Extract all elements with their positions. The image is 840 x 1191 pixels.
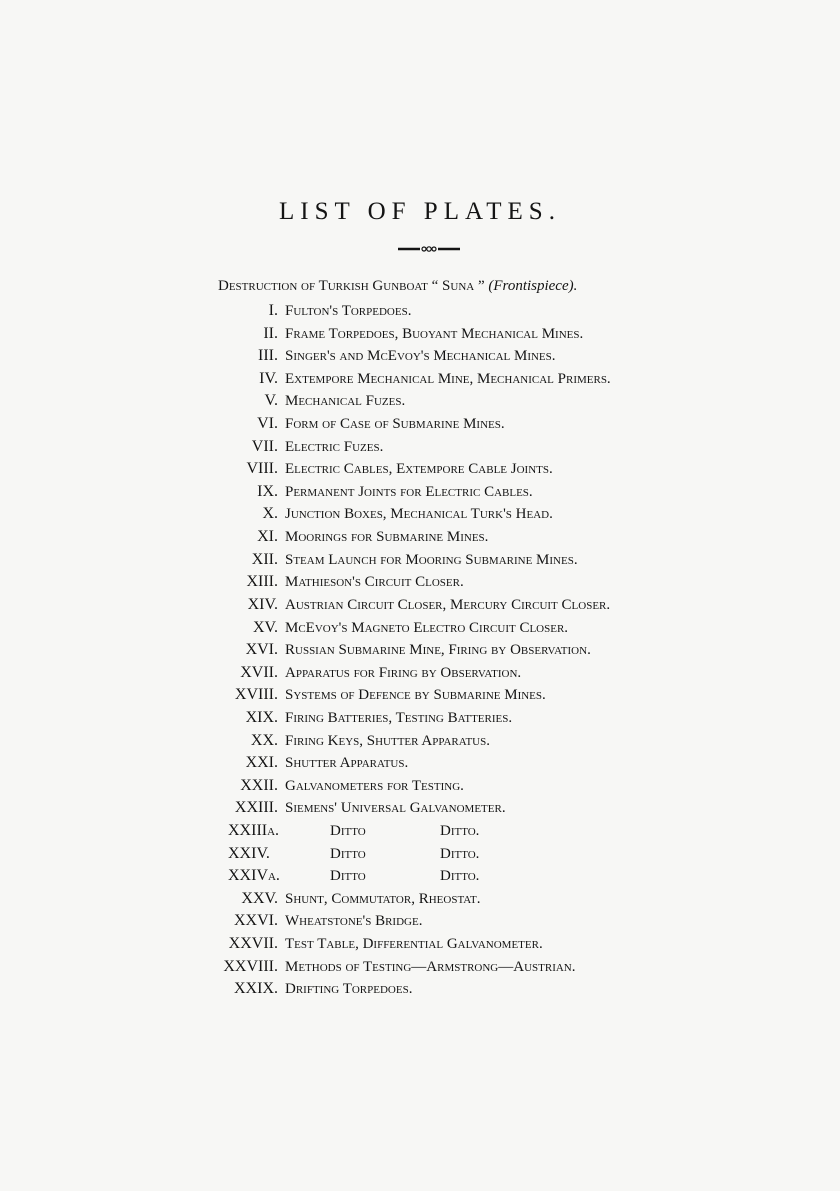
plate-row xyxy=(0,413,840,436)
plate-description: Firing Batteries, Testing Batteries. xyxy=(285,709,513,726)
plate-row-ditto xyxy=(0,820,840,843)
plate-description: McEvoy's Magneto Electro Circuit Closer. xyxy=(285,619,569,636)
ditto-mark: Ditto. xyxy=(440,823,480,840)
plate-row xyxy=(0,775,840,798)
plate-description: Frame Torpedoes, Buoyant Mechanical Mines. xyxy=(285,325,584,342)
ditto-mark: Ditto xyxy=(330,868,366,885)
plate-description: Mathieson's Circuit Closer. xyxy=(285,574,464,591)
plate-numeral: VI. xyxy=(257,415,278,433)
plate-row xyxy=(0,594,840,617)
plate-row xyxy=(0,481,840,504)
plate-row xyxy=(0,684,840,707)
plate-description: Fulton's Torpedoes. xyxy=(285,303,412,319)
plate-row xyxy=(0,300,840,323)
plate-numeral: III. xyxy=(258,347,278,365)
plate-numeral: XXVI. xyxy=(234,912,278,930)
plate-row xyxy=(0,978,840,1001)
plate-description: Test Table, Differential Galvanometer. xyxy=(285,936,543,953)
plate-description: Siemens' Universal Galvanometer. xyxy=(285,800,506,817)
plate-numeral: XXIIIa. xyxy=(228,822,280,840)
plate-description: Shutter Apparatus. xyxy=(285,755,409,772)
plate-description: Junction Boxes, Mechanical Turk's Head. xyxy=(285,506,553,523)
plate-description: Methods of Testing—Armstrong—Austrian. xyxy=(285,958,576,975)
plate-row xyxy=(0,368,840,391)
ditto-mark: Ditto xyxy=(330,845,366,862)
plate-numeral: XV. xyxy=(252,618,278,636)
page-title: LIST OF PLATES. xyxy=(279,198,561,225)
plate-description: Austrian Circuit Closer, Mercury Circuit Closer. xyxy=(285,596,611,613)
plate-row xyxy=(0,458,840,481)
plate-numeral: I. xyxy=(268,302,278,319)
ditto-mark: Ditto xyxy=(330,823,366,840)
plate-row xyxy=(0,888,840,911)
plate-description: Shunt, Commutator, Rheostat. xyxy=(285,890,481,907)
plate-numeral: IV. xyxy=(259,369,278,387)
plate-row xyxy=(0,707,840,730)
plate-row xyxy=(0,526,840,549)
plate-numeral: XXVII. xyxy=(228,935,278,953)
plate-description: Permanent Joints for Electric Cables. xyxy=(285,483,533,500)
plate-description: Drifting Torpedoes. xyxy=(285,981,413,998)
plate-row xyxy=(0,345,840,368)
plate-description: Russian Submarine Mine, Firing by Observation. xyxy=(285,642,591,659)
plate-numeral: VII. xyxy=(251,437,278,455)
plate-description: Mechanical Fuzes. xyxy=(285,393,406,410)
plate-description: Systems of Defence by Submarine Mines. xyxy=(285,687,546,704)
plate-description: Moorings for Submarine Mines. xyxy=(285,529,489,546)
plate-numeral: XIX. xyxy=(245,708,278,726)
plate-description: Form of Case of Submarine Mines. xyxy=(285,416,505,433)
plate-numeral: IX. xyxy=(257,482,278,500)
plate-description: Wheatstone's Bridge. xyxy=(285,913,423,930)
plate-row xyxy=(0,956,840,979)
plate-numeral: XXIX. xyxy=(234,980,278,998)
plate-description: Singer's and McEvoy's Mechanical Mines. xyxy=(285,348,556,365)
plate-numeral: XVIII. xyxy=(234,686,278,704)
plate-numeral: XIV. xyxy=(247,595,278,613)
plate-row xyxy=(0,752,840,775)
plate-description: Electric Cables, Extempore Cable Joints. xyxy=(285,461,553,478)
plate-numeral: XXI. xyxy=(245,754,278,772)
plate-numeral: XXV. xyxy=(241,889,278,907)
plate-numeral: II. xyxy=(263,324,278,342)
plate-numeral: XXIII. xyxy=(234,799,278,817)
plate-numeral: XXII. xyxy=(240,776,278,794)
plate-row xyxy=(0,933,840,956)
plate-description: Steam Launch for Mooring Submarine Mines. xyxy=(285,551,578,568)
plate-list xyxy=(0,300,840,1001)
plate-numeral: XXIVa. xyxy=(228,867,280,885)
plate-row xyxy=(0,662,840,685)
plate-numeral: XVI. xyxy=(245,641,278,659)
plate-row xyxy=(0,910,840,933)
plate-row xyxy=(0,503,840,526)
plate-row xyxy=(0,571,840,594)
plate-numeral: X. xyxy=(262,505,278,523)
plate-row xyxy=(0,730,840,753)
ditto-mark: Ditto. xyxy=(440,845,480,862)
plate-row xyxy=(0,797,840,820)
ditto-mark: Ditto. xyxy=(440,868,480,885)
plate-row xyxy=(0,436,840,459)
plate-row xyxy=(0,390,840,413)
plate-description: Extempore Mechanical Mine, Mechanical Primers. xyxy=(285,370,611,387)
plate-row xyxy=(0,549,840,572)
frontispiece-entry xyxy=(218,278,577,295)
plate-row-ditto xyxy=(0,865,840,888)
plate-description: Apparatus for Firing by Observation. xyxy=(285,664,522,681)
plate-numeral: XII. xyxy=(251,550,278,568)
plate-numeral: XIII. xyxy=(246,573,278,591)
plate-row xyxy=(0,639,840,662)
plate-numeral: XI. xyxy=(257,528,278,546)
plate-description: Galvanometers for Testing. xyxy=(285,777,464,794)
plate-numeral: XXIV. xyxy=(228,844,270,862)
plate-description: Electric Fuzes. xyxy=(285,438,384,455)
ornamental-rule-icon xyxy=(398,244,460,254)
plate-numeral: V. xyxy=(264,392,278,410)
plate-numeral: VIII. xyxy=(246,460,278,478)
plate-numeral: XX. xyxy=(250,731,278,749)
plate-row xyxy=(0,617,840,640)
plate-numeral: XXVIII. xyxy=(223,957,278,975)
frontispiece-title: Destruction of Turkish Gunboat “ Suna ” xyxy=(218,278,485,294)
plate-row xyxy=(0,323,840,346)
plate-description: Firing Keys, Shutter Apparatus. xyxy=(285,732,490,749)
plate-numeral: XVII. xyxy=(240,663,278,681)
plate-row-ditto xyxy=(0,843,840,866)
frontispiece-note: (Frontispiece). xyxy=(488,278,578,294)
